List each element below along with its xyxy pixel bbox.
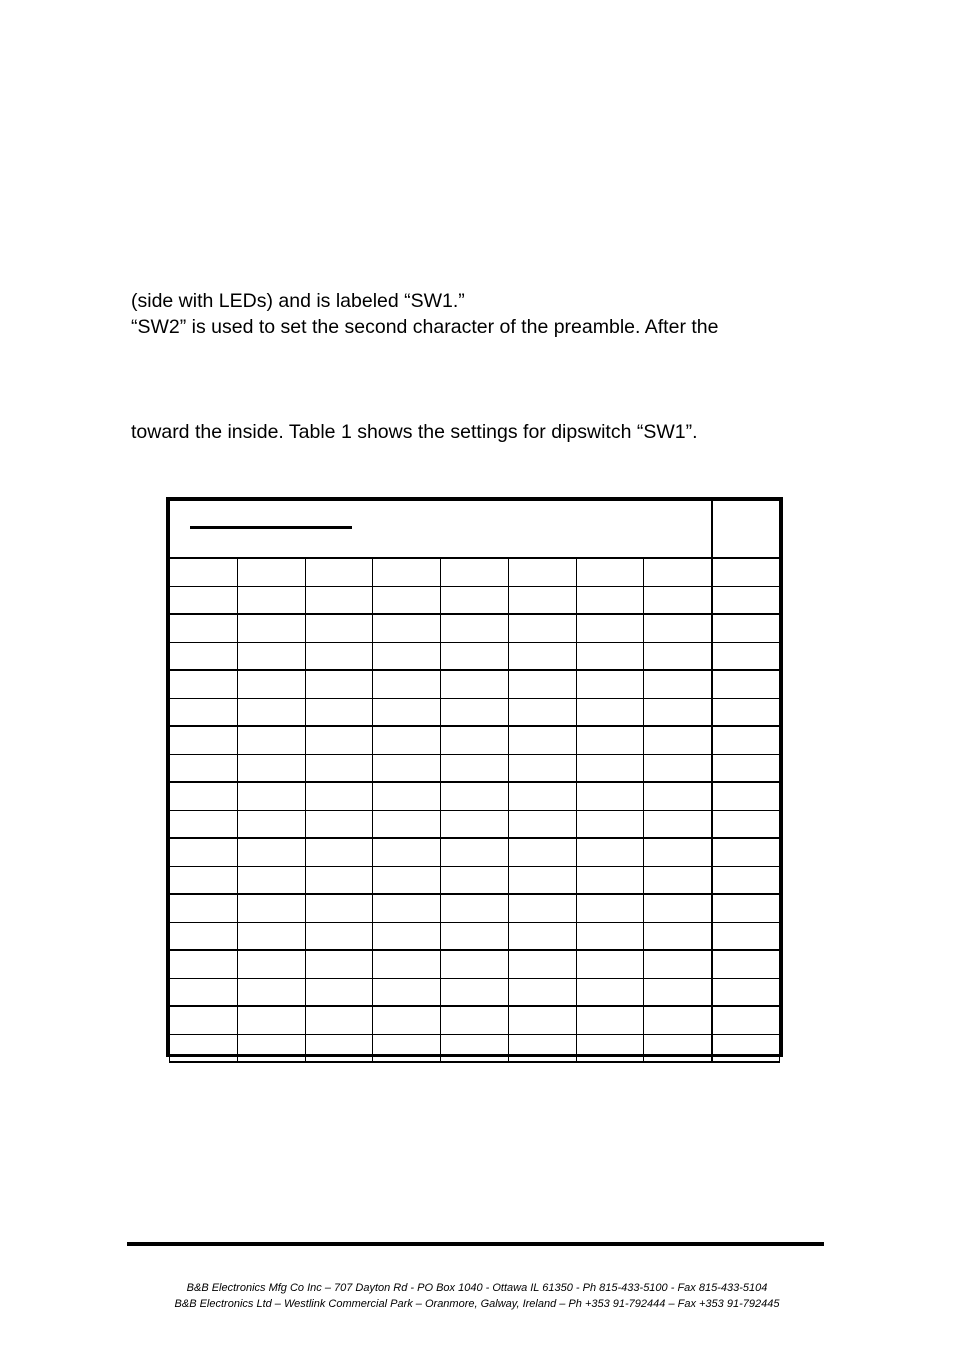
switch-cell [644, 698, 712, 726]
switch-cell [373, 1006, 441, 1034]
value-cell [712, 950, 780, 978]
switch-cell [237, 642, 305, 670]
value-cell [712, 726, 780, 754]
switch-cell [441, 642, 509, 670]
value-cell [712, 866, 780, 894]
table-row [170, 754, 780, 782]
value-cell [712, 838, 780, 866]
switch-cell [441, 558, 509, 586]
table-row [170, 1034, 780, 1062]
switch-cell [576, 586, 644, 614]
switch-cell [305, 838, 373, 866]
switch-cell [237, 586, 305, 614]
switch-cell [576, 754, 644, 782]
switch-cell [237, 1034, 305, 1062]
switch-cell [305, 810, 373, 838]
switch-cell [170, 922, 238, 950]
switch-cell [644, 838, 712, 866]
table-header-row [170, 501, 780, 559]
switch-cell [576, 838, 644, 866]
table-row [170, 670, 780, 698]
switch-cell [644, 810, 712, 838]
switch-cell [373, 866, 441, 894]
switch-cell [644, 586, 712, 614]
table-header-switch-cell [170, 501, 712, 559]
switch-cell [441, 978, 509, 1006]
switch-cell [441, 866, 509, 894]
switch-cell [441, 1006, 509, 1034]
switch-cell [508, 922, 576, 950]
switch-cell [576, 642, 644, 670]
switch-cell [576, 726, 644, 754]
switch-cell [644, 642, 712, 670]
value-cell [712, 754, 780, 782]
switch-cell [508, 866, 576, 894]
value-cell [712, 810, 780, 838]
footer-rule [127, 1242, 824, 1246]
switch-cell [576, 1034, 644, 1062]
switch-cell [508, 726, 576, 754]
switch-cell [237, 866, 305, 894]
switch-cell [373, 698, 441, 726]
switch-cell [644, 782, 712, 810]
switch-cell [305, 586, 373, 614]
header-underline [190, 526, 352, 529]
switch-cell [508, 614, 576, 642]
switch-cell [576, 614, 644, 642]
switch-cell [237, 614, 305, 642]
switch-cell [237, 698, 305, 726]
switch-cell [576, 1006, 644, 1034]
table-row [170, 614, 780, 642]
switch-cell [170, 1034, 238, 1062]
switch-cell [170, 670, 238, 698]
value-cell [712, 1006, 780, 1034]
switch-cell [373, 726, 441, 754]
switch-cell [441, 950, 509, 978]
switch-cell [644, 894, 712, 922]
switch-cell [644, 978, 712, 1006]
switch-cell [305, 950, 373, 978]
switch-cell [508, 558, 576, 586]
switch-cell [576, 558, 644, 586]
switch-cell [644, 670, 712, 698]
switch-cell [305, 782, 373, 810]
value-cell [712, 642, 780, 670]
switch-cell [170, 866, 238, 894]
switch-cell [441, 670, 509, 698]
switch-cell [170, 558, 238, 586]
switch-cell [373, 642, 441, 670]
switch-cell [305, 726, 373, 754]
switch-cell [237, 810, 305, 838]
paragraph-line-2: “SW2” is used to set the second character of the preamble. After the [131, 316, 719, 338]
switch-cell [441, 726, 509, 754]
switch-cell [508, 782, 576, 810]
switch-cell [373, 1034, 441, 1062]
switch-cell [305, 978, 373, 1006]
value-cell [712, 670, 780, 698]
switch-cell [170, 754, 238, 782]
dipswitch-table-grid [169, 500, 780, 1063]
switch-cell [441, 922, 509, 950]
switch-cell [170, 950, 238, 978]
footer-address-ireland: B&B Electronics Ltd – Westlink Commercial Park – Oranmore, Galway, Ireland – Ph +353 91-792444 – Fax +353 91-792445 [174, 1298, 780, 1310]
switch-cell [373, 586, 441, 614]
value-cell [712, 586, 780, 614]
switch-cell [576, 810, 644, 838]
switch-cell [373, 670, 441, 698]
value-cell [712, 894, 780, 922]
switch-cell [508, 950, 576, 978]
switch-cell [170, 1006, 238, 1034]
switch-cell [373, 894, 441, 922]
switch-cell [508, 698, 576, 726]
switch-cell [644, 1034, 712, 1062]
switch-cell [237, 726, 305, 754]
table-row [170, 950, 780, 978]
table-header-value-cell [712, 501, 780, 559]
switch-cell [508, 1034, 576, 1062]
paragraph-line-1: (side with LEDs) and is labeled “SW1.” [131, 290, 465, 312]
switch-cell [170, 614, 238, 642]
switch-cell [644, 754, 712, 782]
switch-cell [237, 950, 305, 978]
switch-cell [441, 614, 509, 642]
switch-cell [237, 670, 305, 698]
switch-cell [441, 838, 509, 866]
switch-cell [508, 670, 576, 698]
switch-cell [508, 894, 576, 922]
switch-cell [508, 978, 576, 1006]
switch-cell [170, 642, 238, 670]
switch-cell [373, 922, 441, 950]
switch-cell [576, 978, 644, 1006]
value-cell [712, 782, 780, 810]
switch-cell [644, 922, 712, 950]
table-row [170, 642, 780, 670]
value-cell [712, 698, 780, 726]
switch-cell [441, 586, 509, 614]
switch-cell [305, 1034, 373, 1062]
switch-cell [644, 558, 712, 586]
switch-cell [305, 754, 373, 782]
table-row [170, 558, 780, 586]
paragraph-line-3: toward the inside. Table 1 shows the settings for dipswitch “SW1”. [131, 421, 698, 443]
switch-cell [170, 894, 238, 922]
switch-cell [441, 698, 509, 726]
value-cell [712, 558, 780, 586]
switch-cell [237, 838, 305, 866]
switch-cell [508, 810, 576, 838]
switch-cell [305, 922, 373, 950]
table-row [170, 838, 780, 866]
switch-cell [576, 894, 644, 922]
table-row [170, 866, 780, 894]
table-row [170, 922, 780, 950]
switch-cell [237, 978, 305, 1006]
switch-cell [237, 558, 305, 586]
switch-cell [305, 670, 373, 698]
switch-cell [508, 586, 576, 614]
switch-cell [305, 698, 373, 726]
switch-cell [237, 754, 305, 782]
switch-cell [305, 894, 373, 922]
switch-cell [441, 754, 509, 782]
table-row [170, 586, 780, 614]
switch-cell [170, 978, 238, 1006]
table-row [170, 698, 780, 726]
switch-cell [508, 838, 576, 866]
switch-cell [170, 586, 238, 614]
switch-cell [441, 1034, 509, 1062]
switch-cell [644, 866, 712, 894]
switch-cell [441, 782, 509, 810]
switch-cell [237, 1006, 305, 1034]
switch-cell [237, 894, 305, 922]
switch-cell [305, 642, 373, 670]
switch-cell [170, 838, 238, 866]
switch-cell [576, 698, 644, 726]
switch-cell [373, 614, 441, 642]
switch-cell [305, 1006, 373, 1034]
switch-cell [576, 670, 644, 698]
switch-cell [305, 866, 373, 894]
switch-cell [644, 950, 712, 978]
switch-cell [644, 726, 712, 754]
switch-cell [644, 614, 712, 642]
value-cell [712, 978, 780, 1006]
switch-cell [373, 754, 441, 782]
switch-cell [373, 558, 441, 586]
switch-cell [508, 1006, 576, 1034]
switch-cell [508, 754, 576, 782]
switch-cell [237, 922, 305, 950]
switch-cell [373, 950, 441, 978]
dipswitch-settings-table [166, 497, 783, 1057]
switch-cell [305, 558, 373, 586]
value-cell [712, 1034, 780, 1062]
table-row [170, 782, 780, 810]
table-row [170, 978, 780, 1006]
switch-cell [170, 810, 238, 838]
table-row [170, 726, 780, 754]
switch-cell [373, 782, 441, 810]
switch-cell [305, 614, 373, 642]
switch-cell [441, 894, 509, 922]
switch-cell [373, 838, 441, 866]
switch-cell [576, 922, 644, 950]
value-cell [712, 922, 780, 950]
switch-cell [373, 978, 441, 1006]
table-row [170, 1006, 780, 1034]
table-row [170, 894, 780, 922]
switch-cell [170, 698, 238, 726]
switch-cell [170, 726, 238, 754]
switch-cell [441, 810, 509, 838]
switch-cell [644, 1006, 712, 1034]
table-row [170, 810, 780, 838]
switch-cell [576, 950, 644, 978]
switch-cell [237, 782, 305, 810]
value-cell [712, 614, 780, 642]
switch-cell [576, 866, 644, 894]
switch-cell [508, 642, 576, 670]
switch-cell [373, 810, 441, 838]
switch-cell [576, 782, 644, 810]
footer-address-us: B&B Electronics Mfg Co Inc – 707 Dayton Rd - PO Box 1040 - Ottawa IL 61350 - Ph 815-433-5100 - Fax 815-433-5104 [186, 1282, 768, 1294]
switch-cell [170, 782, 238, 810]
